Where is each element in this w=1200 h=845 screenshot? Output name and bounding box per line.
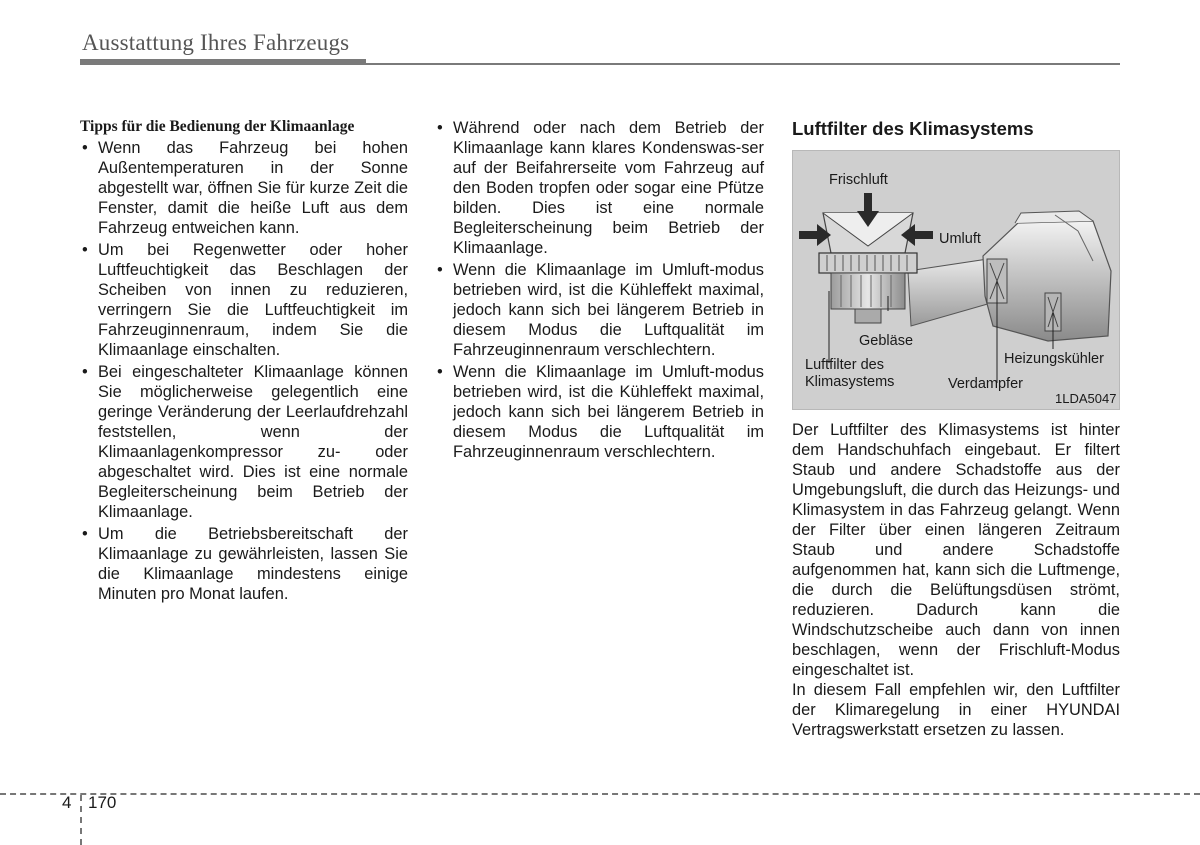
- label-umluft: Umluft: [939, 231, 981, 247]
- chapter-number: 4: [62, 793, 72, 812]
- figure-code: 1LDA5047: [1055, 391, 1117, 406]
- footer-divider: [0, 793, 1200, 795]
- column-middle: [435, 118, 764, 464]
- label-frischluft: Frischluft: [829, 172, 888, 188]
- list-item: • Um die Betriebsbereitschaft der Klimaanlage zu gewährleisten, lassen Sie die Klimaanlage mindestens einige Minuten pro Monat laufen.: [80, 524, 408, 604]
- filter-description: [792, 420, 1120, 740]
- list-item: • Um bei Regenwetter oder hoher Luftfeuchtigkeit das Beschlagen der Scheiben von innen zu reduzieren, verringern Sie die Luftfeuchtigkeit im Fahrzeuginnenraum, indem Sie die Klimaanlage einschalten.: [80, 240, 408, 360]
- label-luftfilter-line2: Klimasystems: [805, 374, 895, 390]
- tips-list: [80, 138, 408, 604]
- header-rule-thin: [366, 63, 1120, 65]
- list-item: • Wenn das Fahrzeug bei hohen Außentemperaturen in der Sonne abgestellt war, öffnen Sie für kurze Zeit die Fenster, damit die heiße Luft aus dem Fahrzeug entweichen kann.: [80, 138, 408, 238]
- footer-separator: [80, 795, 82, 845]
- list-item: • Wenn die Klimaanlage im Umluft-modus betrieben wird, ist die Kühleffekt maximal, jedoch kann sich bei längerem Betrieb in diesem Modus die Luftqualität im Fahrzeuginnenraum verschlechtern.: [435, 260, 764, 360]
- air-filter-diagram: [792, 150, 1120, 410]
- tips-heading: Tipps für die Bedienung der Klimaanlage: [80, 118, 355, 135]
- label-geblaese: Gebläse: [859, 333, 914, 349]
- list-item: • Während oder nach dem Betrieb der Klimaanlage kann klares Kondenswas-ser auf der Beifahrerseite vom Fahrzeug auf den Boden tropfen oder sogar eine Pfütze bilden. Dies ist eine normale Begleiterscheinung beim Betrieb der Klimaanlage.: [435, 118, 764, 258]
- column-left: [80, 118, 408, 606]
- paragraph: Der Luftfilter des Klimasystems ist hinter dem Handschuhfach eingebaut. Er filtert Staub und andere Schadstoffe aus der Umgebungsluft, die durch das Heizungs- und Klimasystem in das Fahrzeug gelangt. Wenn der Filter über einen längeren Zeitraum Staub und andere Schadstoffe aufgenommen hat, kann sich die Luftmenge, die durch die Belüftungsdüsen strömt, reduzieren. Dadurch kann die Windschutzscheibe auch dann von innen beschlagen, wenn der Frischluft-Modus eingeschaltet ist.: [792, 421, 1121, 679]
- paragraph: In diesem Fall empfehlen wir, den Luftfilter der Klimaregelung in einer HYUNDAI Vertragswerkstatt ersetzen zu lassen.: [792, 681, 1120, 739]
- label-heizungskuehler: Heizungskühler: [1004, 351, 1104, 367]
- tips-list-continued: [435, 118, 764, 462]
- chapter-title: Ausstattung Ihres Fahrzeugs: [82, 30, 350, 55]
- label-luftfilter-line1: Luftfilter des: [805, 357, 884, 373]
- header-rule-thick: [80, 59, 366, 65]
- list-item: • Wenn die Klimaanlage im Umluft-modus betrieben wird, ist die Kühleffekt maximal, jedoch kann sich bei längerem Betrieb in diesem Modus die Luftqualität im Fahrzeuginnenraum verschlechtern.: [435, 362, 764, 462]
- label-verdampfer: Verdampfer: [948, 376, 1023, 392]
- column-right: [792, 118, 1120, 740]
- page-number: 170: [88, 793, 117, 812]
- list-item: • Bei eingeschalteter Klimaanlage können Sie möglicherweise gelegentlich eine geringe Veränderung der Leerlaufdrehzahl feststellen, wenn der Klimaanlagenkompressor zu- oder abgeschaltet wird. Dies ist eine normale Begleiterscheinung beim Betrieb der Klimaanlage.: [80, 362, 408, 522]
- section-heading: Luftfilter des Klimasystems: [792, 118, 1034, 139]
